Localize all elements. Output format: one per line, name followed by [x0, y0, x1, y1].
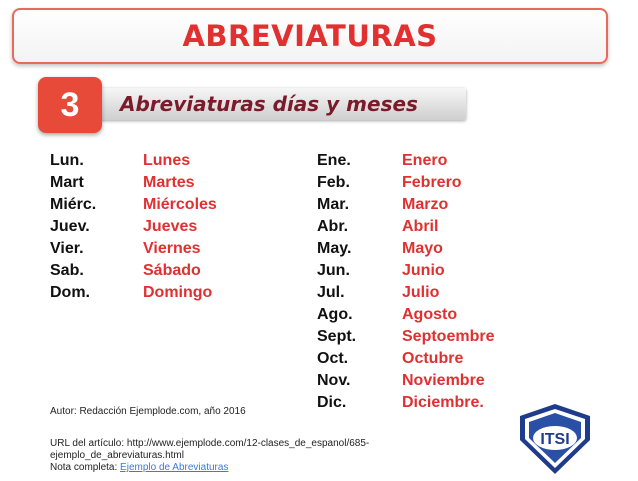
article-url [50, 438, 369, 474]
day-abbr: Lun. [50, 152, 84, 169]
itsi-logo [514, 402, 596, 476]
day-full: Martes [143, 174, 195, 191]
day-full: Viernes [143, 240, 201, 257]
month-full: Septoembre [402, 328, 495, 345]
month-full: Junio [402, 262, 445, 279]
full-note-label: Nota completa: [50, 462, 121, 473]
slide-title: ABREVIATURAS [182, 19, 438, 53]
months-full-column [402, 150, 494, 414]
month-full: Agosto [402, 306, 458, 323]
day-full: Sábado [143, 262, 201, 279]
day-abbr: Dom. [50, 284, 90, 301]
section-title: Abreviaturas días y meses [120, 92, 418, 116]
article-url-line2: ejemplo_de_abreviaturas.html [50, 450, 184, 461]
days-full-column [143, 150, 217, 304]
day-abbr: Sab. [50, 262, 84, 279]
month-full: Julio [402, 284, 440, 301]
logo-text: ITSI [540, 431, 570, 448]
day-full: Jueves [143, 218, 198, 235]
month-abbr: Sept. [317, 328, 357, 345]
day-full: Domingo [143, 284, 213, 301]
day-abbr: Juev. [50, 218, 90, 235]
month-full: Octubre [402, 350, 464, 367]
day-abbr: Mart [50, 174, 84, 191]
month-abbr: Abr. [317, 218, 349, 235]
article-url-line1: URL del artículo: http://www.ejemplode.com/12-clases_de_espanol/685- [50, 438, 370, 449]
section-bar [64, 88, 466, 120]
full-note [50, 462, 369, 474]
month-abbr: Dic. [317, 394, 347, 411]
full-note-link[interactable]: Ejemplo de Abreviaturas [120, 462, 229, 473]
day-full: Miércoles [143, 196, 217, 213]
itsi-logo-emblem [514, 402, 596, 476]
days-abbr-column [50, 150, 96, 304]
months-abbr-column [317, 150, 356, 414]
month-abbr: Oct. [317, 350, 349, 367]
month-abbr: Feb. [317, 174, 350, 191]
day-abbr: Vier. [50, 240, 84, 257]
month-abbr: Ago. [317, 306, 353, 323]
month-abbr: Jul. [317, 284, 345, 301]
day-abbr: Miérc. [50, 196, 97, 213]
month-abbr: Ene. [317, 152, 351, 169]
author-credit: Autor: Redacción Ejemplode.com, año 2016 [50, 406, 246, 417]
month-full: Enero [402, 152, 448, 169]
month-abbr: Mar. [317, 196, 350, 213]
month-full: Marzo [402, 196, 449, 213]
month-full: Mayo [402, 240, 443, 257]
month-full: Diciembre. [402, 394, 484, 411]
month-full: Noviembre [402, 372, 485, 389]
month-abbr: Jun. [317, 262, 350, 279]
month-abbr: May. [317, 240, 352, 257]
section-number-badge [38, 77, 102, 133]
section-number: 3 [60, 85, 80, 124]
title-bar [12, 8, 608, 64]
month-full: Abril [402, 218, 439, 235]
month-abbr: Nov. [317, 372, 351, 389]
month-full: Febrero [402, 174, 462, 191]
day-full: Lunes [143, 152, 191, 169]
